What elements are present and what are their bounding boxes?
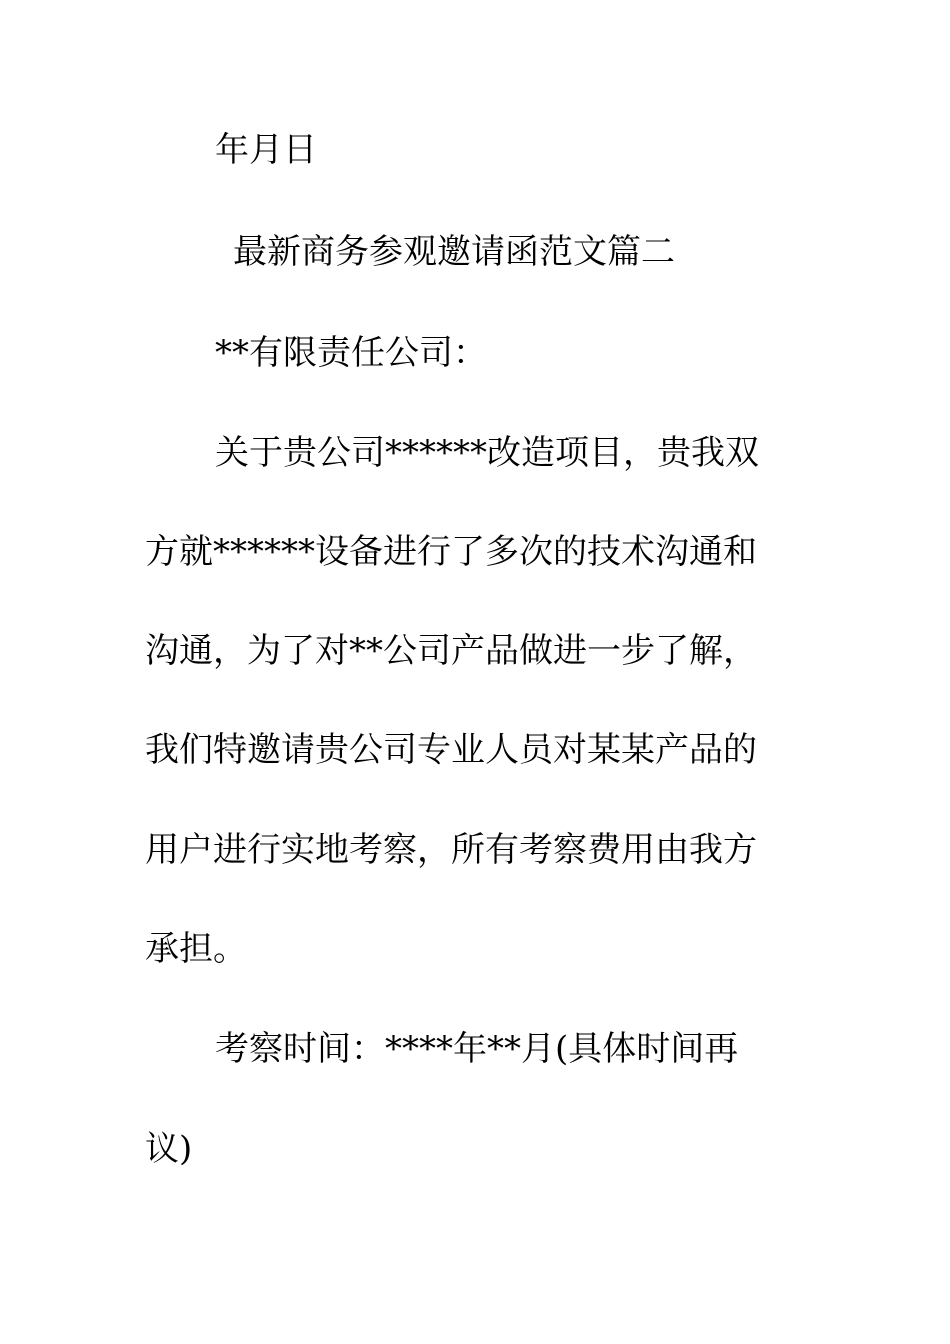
body-line: 关于贵公司******改造项目，贵我双: [215, 433, 759, 473]
body-line: 沟通，为了对**公司产品做进一步了解，: [145, 631, 757, 671]
inspection-time-line: 议): [145, 1129, 193, 1169]
body-line: 我们特邀请贵公司专业人员对某某产品的: [145, 730, 757, 770]
inspection-time-line: 考察时间：****年**月(具体时间再: [215, 1029, 739, 1069]
body-line: 用户进行实地考察，所有考察费用由我方: [145, 830, 757, 870]
body-line: 承担。: [145, 929, 247, 969]
document-heading: 最新商务参观邀请函范文篇二: [233, 232, 675, 272]
salutation: **有限责任公司：: [215, 333, 487, 373]
body-line: 方就******设备进行了多次的技术沟通和: [145, 532, 757, 572]
date-line: 年月日: [215, 130, 317, 170]
